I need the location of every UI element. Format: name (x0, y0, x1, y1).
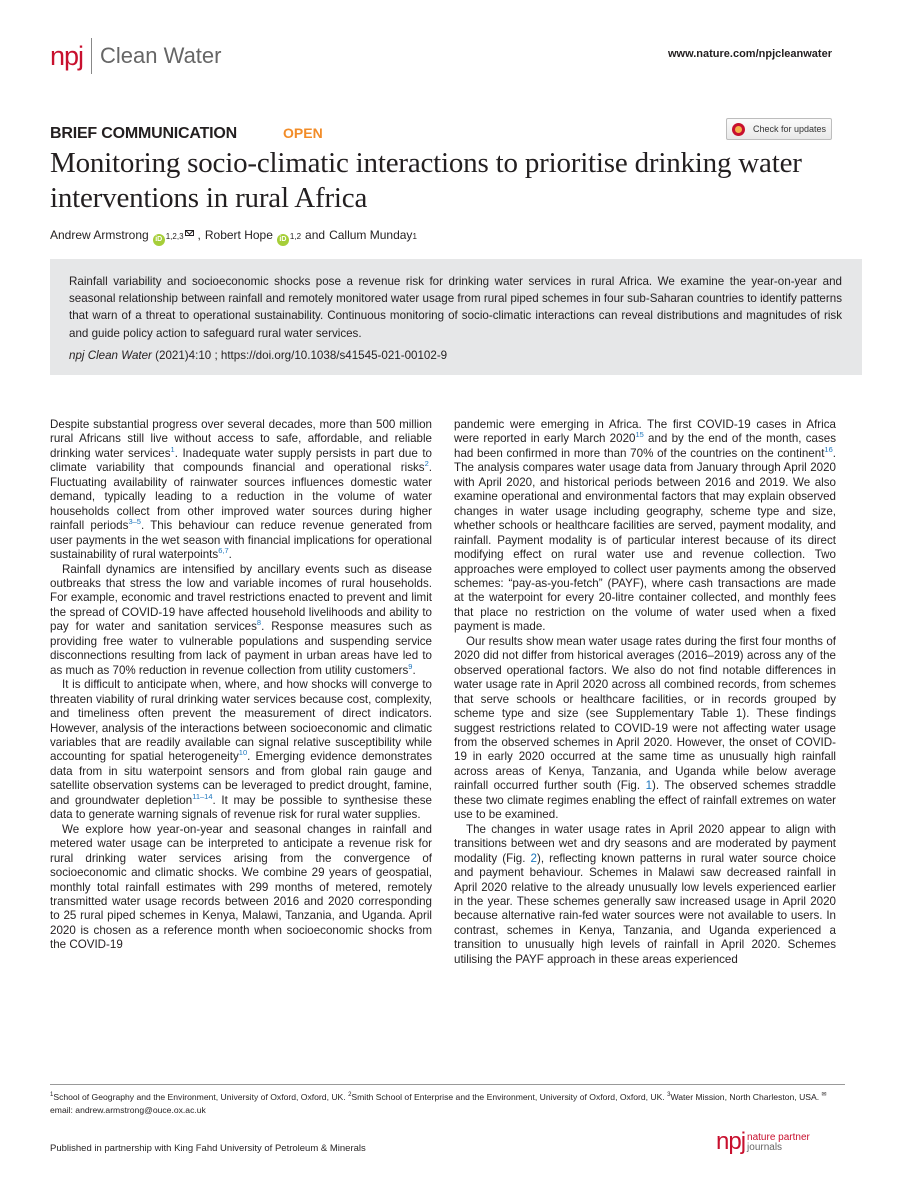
article-title: Monitoring socio-climatic interactions to prioritise drinking water interventions in rural Africa (50, 147, 802, 214)
figure-ref[interactable]: 2 (530, 851, 537, 865)
published-partnership: Published in partnership with King Fahd University of Petroleum & Minerals (50, 1143, 366, 1154)
citation-ref[interactable]: 2 (424, 459, 429, 469)
citation-ref[interactable]: 15 (635, 430, 644, 440)
partner-text: nature partner journals (747, 1132, 810, 1153)
citation-ref[interactable]: 8 (256, 618, 262, 628)
author-separator: , (197, 228, 201, 242)
journal-url[interactable]: www.nature.com/npjcleanwater (667, 48, 832, 60)
author-list: Andrew Armstrong iD 1,2,3 , Robert Hope iD 1,2 and Callum Munday 1 (50, 228, 417, 244)
email-icon: ✉ (821, 1092, 827, 1099)
citation-ref[interactable]: 6,7 (218, 546, 229, 556)
citation-ref[interactable]: 11–14 (192, 791, 213, 801)
orcid-icon[interactable]: iD (277, 234, 289, 246)
citation-ref[interactable]: 10 (238, 748, 248, 758)
paragraph: Rainfall dynamics are intensified by ancillary events such as disease outbreaks that stress the low and variable incomes of rural households. For example, economic and travel restrictions enacted to prevent and limit the spread of COVID-19 have affected household livelihoods and ability to pay for water and sanitation services$^8$. Response measures such as providing free water to vulnerable populations and suspending service disconnections resulting from lack of payment in urban areas have led to as much as 70% reduction in revenue collection from utility customers$^9$. (50, 562, 432, 677)
paragraph: The changes in water usage rates in April 2020 appear to align with transitions between wet and dry seasons and are moderated by payment modality (Fig. 2), reflecting known patterns in rural water source choice and payment behaviour. Schemes in Malawi saw decreased rainfall in April 2020 relative to the already unusually low levels experienced earlier in the year. These schemes generally saw increased usage in April 2020 because alternative rain-fed water sources were not available to users. In contrast, schemes in Kenya, Tanzania, and Uganda experienced a transition to unusually high levels of rainfall in April 2020. Schemes utilising the PAYF approach in these areas experienced (454, 822, 836, 966)
paragraph: Despite substantial progress over several decades, more than 500 million rural Africans still live without access to safe, affordable, and reliable drinking water services$^1$. Inadequate water supply persists in part due to climate variability that compounds financial and operational risks$^2$. Fluctuating availability of rainwater sources influences domestic water demand, typically leading to a reduction in the volume of water households collect from other improved water sources during higher rainfall periods$^{3-5}$. This behaviour can reduce revenue generated from user payments in the wet season with financial implications for operational sustainability of rural waterpoints$^{6,7}$. (50, 418, 432, 562)
abstract-text: Rainfall variability and socioeconomic shocks pose a revenue risk for drinking water services in rural Africa. We examine the year-on-year and seasonal relationship between rainfall and remotely monitored water usage from rural piped schemes in four sub-Saharan countries to identify patterns that warn of a threat to operational sustainability. Continuous monitoring of socio-climatic interactions can reveal distributions and magnitudes of risk and guide policy action to safeguard rural water services. (69, 275, 842, 340)
citation (69, 347, 842, 364)
author-name[interactable]: Andrew Armstrong (50, 228, 149, 242)
paragraph: Our results show mean water usage rates during the first four months of 2020 did not differ from historical averages (2016–2019) across any of the observed operational factors. We also do not find notable differences in water usage rate in April 2020 across all combined records, from schemes that serve schools or healthcare facilities, or in records grouped by scheme type and size (see Supplementary Table 1). These findings suggest restrictions related to COVID-19 were not affecting water usage from the observed schemes in April 2020. However, the onset of COVID-19 in early 2020 occurred at the same time as unusually high rainfall across areas of Kenya, Tanzania, and Uganda while below average rainfall occurred further south (Fig. 1). The observed schemes straddle these two climate regimes enabling the effect of rainfall extremes on water use to be examined. (454, 634, 836, 822)
npj-logo: npj (50, 40, 84, 71)
article-type: BRIEF COMMUNICATION (50, 125, 237, 142)
citation-ref[interactable]: 1 (170, 445, 175, 455)
crossmark-icon (732, 123, 745, 136)
body-column-left (50, 418, 432, 953)
check-for-updates-button[interactable] (726, 118, 832, 140)
citation-doi[interactable]: (2021)4:10 ; https://doi.org/10.1038/s41545-021-00102-9 (151, 348, 448, 362)
orcid-icon[interactable]: iD (153, 234, 165, 246)
journal-name: Clean Water (100, 43, 222, 68)
paragraph: It is difficult to anticipate when, where, and how shocks will converge to threaten viability of rural drinking water services because cost, complexity, and timeliness often prevent the measurement of direct indicators. However, analysis of the interactions between socioeconomic and climatic variables that are readily available can signal relative susceptibility while accounting for spatial heterogeneity$^{10}$. Emerging evidence demonstrates data from in situ waterpoint sensors and from global rain gauge and satellite observation systems can be leveraged to predict drought, famine, and groundwater depletion$^{11-14}$. It may be possible to synthesise these data to generate warning signals of revenue risk for rural water supplies. (50, 678, 433, 822)
footnote-rule (50, 1084, 845, 1085)
figure-ref[interactable]: 1 (645, 779, 653, 793)
article-type-row (50, 125, 323, 143)
citation-journal: npj Clean Water (69, 348, 152, 362)
abstract-box (50, 259, 862, 375)
author-separator: and (305, 228, 326, 242)
author-name[interactable]: Robert Hope (204, 228, 273, 242)
logo-divider (91, 38, 92, 74)
citation-ref[interactable]: 3–5 (128, 517, 141, 527)
body-column-right (454, 418, 836, 967)
citation-ref[interactable]: 9 (408, 661, 413, 671)
check-for-updates-label: Check for updates (753, 124, 827, 134)
journal-logo[interactable] (50, 36, 221, 76)
nature-partner-journals-logo[interactable] (716, 1130, 810, 1154)
npj-logo: npj (716, 1128, 746, 1155)
email-icon[interactable] (185, 230, 194, 236)
paragraph: pandemic were emerging in Africa. The first COVID-19 cases in Africa were reported in early March 2020$^{15}$ and by the end of the month, cases had been confirmed in more than 70% of the countries on the continent$^{16}$. The analysis compares water usage data from January through April 2020 with April 2020, and historical periods between 2016 and 2019. We also examine operational and environmental factors that may explain observed changes in water usage including geography, scheme type and size, whether schools or healthcare facilities are served, payment modality, and rainfall. Payment modality is of particular interest because of its direct modifying effect on rural water use and revenue collection. Two approaches were employed to collect user payments among the observed schemes: “pay-as-you-fetch” (PAYF), where cash transactions are made at the waterpoint for every 20-litre container collected, and monthly fees that place no restriction on the volume of water used when a fixed payment is made. (454, 418, 836, 634)
affiliations-footnote: $^1$School of Geography and the Environment, University of Oxford, Oxford, UK. $^2$Smith School of Enterprise and the Environment, University of Oxford, Oxford, UK. $^3$Water Mission, North Charleston, USA. ✉email: andrew.armstrong@ouce.ox.ac.uk (50, 1092, 827, 1115)
citation-ref[interactable]: 16 (824, 445, 833, 455)
corresponding-email[interactable]: email: andrew.armstrong@ouce.ox.ac.uk (50, 1105, 206, 1115)
author-name[interactable]: Callum Munday (329, 228, 413, 242)
paragraph: We explore how year-on-year and seasonal changes in rainfall and metered water usage can be interpreted to anticipate a revenue risk for rural drinking water services arising from the convergence of socioeconomic and climatic shocks. We combine 29 years of geospatial, monthly total rainfall estimates with 299 months of metered, remotely transmitted water usage records between 2016 and 2020 corresponding to 25 rural piped schemes in Kenya, Malawi, Tanzania, and Uganda. April 2020 is chosen as a reference month when socioeconomic shocks from the COVID-19 (50, 822, 432, 952)
open-access-label: OPEN (283, 125, 323, 141)
